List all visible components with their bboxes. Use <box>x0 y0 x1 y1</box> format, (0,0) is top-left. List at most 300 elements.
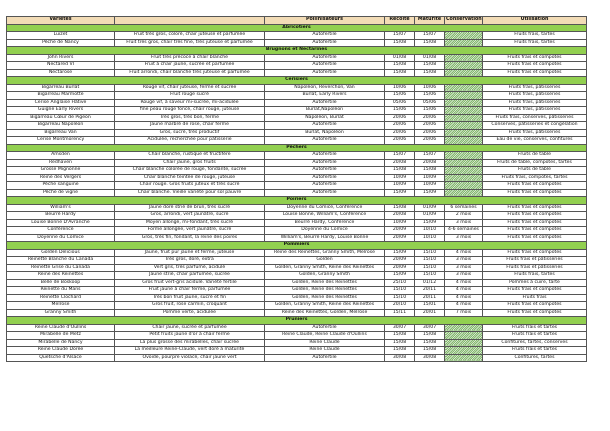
description-cell[interactable]: Chair jaune, sucrée et parfumée <box>115 324 265 332</box>
maturity-cell[interactable]: 30/07 <box>415 324 445 332</box>
harvest-cell[interactable]: 20/09 <box>385 234 415 242</box>
harvest-cell[interactable]: 20/09 <box>385 264 415 272</box>
variety-cell[interactable]: Nectared VI <box>7 62 115 70</box>
variety-cell[interactable]: Luizet <box>7 32 115 40</box>
conservation-cell[interactable] <box>445 189 483 197</box>
maturity-cell[interactable]: 10/06 <box>415 84 445 92</box>
table-row <box>7 324 587 332</box>
maturity-cell[interactable]: 15/06 <box>415 92 445 100</box>
conservation-cell[interactable] <box>445 174 483 182</box>
description-cell[interactable]: Jaune, fruit pur jaune et ferme, juteuse <box>115 249 265 257</box>
usage-cell[interactable]: Fruits frais et tartes <box>483 332 587 340</box>
usage-cell[interactable]: Fruits frais et compotes <box>483 62 587 70</box>
pollinator-cell[interactable]: Autofertile <box>265 324 385 332</box>
usage-cell[interactable]: Fruits frais et tartes <box>483 347 587 355</box>
description-cell[interactable]: Gros, très fin, fondant, la reine des poires <box>115 234 265 242</box>
usage-cell[interactable]: Fruits de table <box>483 167 587 175</box>
section-title[interactable]: Pêchers <box>7 144 587 152</box>
maturity-cell[interactable]: 20/06 <box>415 129 445 137</box>
description-cell[interactable]: Gros, arrondi, vert jaunâtre, sucré <box>115 212 265 220</box>
pollinator-cell[interactable]: Autofertile <box>265 32 385 40</box>
section-title[interactable]: Pruniers <box>7 317 587 325</box>
pollinator-cell[interactable]: Autofertile <box>265 167 385 175</box>
description-cell[interactable]: Très gros, doré, extra <box>115 257 265 265</box>
variety-cell[interactable]: Cerise Montmorency <box>7 137 115 145</box>
table-row <box>7 69 587 77</box>
description-cell[interactable]: Moyen allongé, mi-fondant, très sucré <box>115 219 265 227</box>
section-title[interactable]: Abricotiers <box>7 24 587 32</box>
usage-cell[interactable]: Pommes à cuire, tarte <box>483 279 587 287</box>
maturity-cell[interactable]: 15/08 <box>415 69 445 77</box>
variety-cell[interactable]: Melrose <box>7 302 115 310</box>
maturity-cell[interactable]: 20/01 <box>415 309 445 317</box>
conservation-cell[interactable] <box>445 182 483 190</box>
variety-cell[interactable]: Bigarreau Van <box>7 129 115 137</box>
table-row <box>7 129 587 137</box>
pollinator-cell[interactable]: Napoléon, Reverchon, Van <box>265 84 385 92</box>
conservation-cell[interactable] <box>445 332 483 340</box>
table-row <box>7 339 587 347</box>
conservation-cell[interactable] <box>445 107 483 115</box>
maturity-cell[interactable]: 15/08 <box>415 332 445 340</box>
conservation-cell[interactable] <box>445 99 483 107</box>
conservation-cell[interactable] <box>445 354 483 362</box>
conservation-cell[interactable] <box>445 122 483 130</box>
conservation-cell[interactable] <box>445 129 483 137</box>
harvest-cell[interactable]: 15/09 <box>385 189 415 197</box>
usage-cell[interactable]: Fruits frais et compotes <box>483 54 587 62</box>
maturity-cell[interactable]: 15/09 <box>415 219 445 227</box>
variety-cell[interactable]: Reine Claude Dorée <box>7 347 115 355</box>
variety-cell[interactable]: Quetsche d'Alsace <box>7 354 115 362</box>
variety-cell[interactable]: Nectarose <box>7 69 115 77</box>
conservation-cell[interactable]: 7 mois <box>445 309 483 317</box>
header-row <box>7 17 587 25</box>
harvest-cell[interactable]: 15/08 <box>385 339 415 347</box>
description-cell[interactable]: Très bon fruit jaune, sucré et fin <box>115 294 265 302</box>
usage-cell[interactable]: Fruits frais et compotes <box>483 309 587 317</box>
conservation-cell[interactable]: 3 mois <box>445 234 483 242</box>
description-cell[interactable]: Fruit à chair jaune, sucrée et parfumée <box>115 62 265 70</box>
section-header-row <box>7 197 587 205</box>
table-row <box>7 84 587 92</box>
variety-cell[interactable]: Reine Claude d'Oullins <box>7 324 115 332</box>
harvest-cell[interactable]: 15/08 <box>385 39 415 47</box>
variety-cell[interactable]: Reinette Blanche du Canada <box>7 257 115 265</box>
table-row <box>7 167 587 175</box>
usage-cell[interactable]: Conserves, pâtisseries et congélation <box>483 122 587 130</box>
harvest-cell[interactable]: 15/10 <box>385 287 415 295</box>
variety-cell[interactable]: Redhaven <box>7 159 115 167</box>
variety-cell[interactable]: Pêche de vigne <box>7 189 115 197</box>
pollinator-cell[interactable]: Burlat, Early Rivers <box>265 92 385 100</box>
maturity-cell[interactable]: 15/08 <box>415 347 445 355</box>
usage-cell[interactable]: Confitures, tartes <box>483 354 587 362</box>
harvest-cell[interactable]: 10/09 <box>385 174 415 182</box>
harvest-cell[interactable]: 01/08 <box>385 54 415 62</box>
maturity-cell[interactable]: 15/10 <box>415 264 445 272</box>
usage-cell[interactable]: Fruits frais et compotes <box>483 204 587 212</box>
section-title[interactable]: Pommiers <box>7 242 587 250</box>
pollinator-cell[interactable]: Reine Claude <box>265 339 385 347</box>
harvest-cell[interactable]: 20/10 <box>385 302 415 310</box>
pollinator-cell[interactable]: Golden <box>265 257 385 265</box>
pollinator-cell[interactable]: Doyenne du Comice, Conférence <box>265 204 385 212</box>
section-title[interactable]: Poiriers <box>7 197 587 205</box>
usage-cell[interactable]: Confitures, tartes, conserves <box>483 339 587 347</box>
maturity-cell[interactable]: 15/08 <box>415 339 445 347</box>
table-row <box>7 54 587 62</box>
varieties-table <box>6 16 587 362</box>
conservation-cell[interactable] <box>445 137 483 145</box>
conservation-cell[interactable] <box>445 62 483 70</box>
conservation-cell[interactable] <box>445 152 483 160</box>
maturity-cell[interactable]: 15/08 <box>415 167 445 175</box>
harvest-cell[interactable]: 10/06 <box>385 84 415 92</box>
variety-cell[interactable]: Grosse Mignonne <box>7 167 115 175</box>
description-cell[interactable]: Gros fruit, rose carmin, croquant <box>115 302 265 310</box>
section-title[interactable]: Brugnons et Nectarines <box>7 47 587 55</box>
description-cell[interactable]: Rouge vif, à saveur mi-sucrée, mi-acidulée <box>115 99 265 107</box>
usage-cell[interactable]: Eau de vie, conserves, confitures <box>483 137 587 145</box>
usage-cell[interactable]: Fruits frais et pâtisseries <box>483 257 587 265</box>
usage-cell[interactable]: Fruits frais et compotes <box>483 249 587 257</box>
pollinator-cell[interactable]: William's, Beurré Hardy, Louise Bonne <box>265 234 385 242</box>
usage-cell[interactable]: Fruits frais et compotes <box>483 212 587 220</box>
maturity-cell[interactable]: 10/09 <box>415 182 445 190</box>
pollinator-cell[interactable]: Reine Claude, Reine Claude d'Oullins <box>265 332 385 340</box>
harvest-cell[interactable]: 15/08 <box>385 62 415 70</box>
conservation-cell[interactable] <box>445 54 483 62</box>
variety-cell[interactable]: Pêche de Nancy <box>7 39 115 47</box>
usage-cell[interactable]: Fruits frais et compotes <box>483 189 587 197</box>
maturity-cell[interactable]: 01/12 <box>415 279 445 287</box>
conservation-cell[interactable]: 3 mois <box>445 219 483 227</box>
pollinator-cell[interactable]: Reine Claude <box>265 347 385 355</box>
header-maturite[interactable]: Maturité <box>415 17 445 25</box>
variety-cell[interactable]: Belle de Boskoop <box>7 279 115 287</box>
harvest-cell[interactable]: 10/09 <box>385 182 415 190</box>
maturity-cell[interactable]: 15/06 <box>415 107 445 115</box>
conservation-cell[interactable] <box>445 339 483 347</box>
variety-cell[interactable]: Reinette Clochard <box>7 294 115 302</box>
harvest-cell[interactable]: 10/09 <box>385 219 415 227</box>
maturity-cell[interactable]: 15/07 <box>415 32 445 40</box>
variety-cell[interactable]: Reinette Grise du Canada <box>7 264 115 272</box>
harvest-cell[interactable]: 15/11 <box>385 309 415 317</box>
harvest-cell[interactable]: 15/08 <box>385 347 415 355</box>
conservation-cell[interactable]: 4-6 semaines <box>445 227 483 235</box>
conservation-cell[interactable]: 3 mois <box>445 257 483 265</box>
pollinator-cell[interactable]: Burlat, Napoléon <box>265 129 385 137</box>
maturity-cell[interactable]: 20/06 <box>415 122 445 130</box>
harvest-cell[interactable]: 15/09 <box>385 249 415 257</box>
pollinator-cell[interactable]: Golden, Granny Smith, Reine des Reinettes <box>265 302 385 310</box>
conservation-cell[interactable]: 3 mois <box>445 272 483 280</box>
conservation-cell[interactable]: 6 semaines <box>445 204 483 212</box>
variety-cell[interactable]: Beurré Hardy <box>7 212 115 220</box>
maturity-cell[interactable]: 15/10 <box>415 249 445 257</box>
pollinator-cell[interactable]: Autofertile <box>265 99 385 107</box>
variety-cell[interactable]: Bigarreau Marmotte <box>7 92 115 100</box>
description-cell[interactable]: Pomme verte, acidulée <box>115 309 265 317</box>
usage-cell[interactable]: Fruits frais, pâtisseries <box>483 107 587 115</box>
harvest-cell[interactable]: 15/06 <box>385 107 415 115</box>
maturity-cell[interactable]: 20/06 <box>415 137 445 145</box>
variety-cell[interactable]: Reine des Reinettes <box>7 272 115 280</box>
pollinator-cell[interactable]: Autofertile <box>265 54 385 62</box>
description-cell[interactable]: Rouge vif, chair juteuse, ferme et sucrée <box>115 84 265 92</box>
conservation-cell[interactable]: 4 mois <box>445 302 483 310</box>
conservation-cell[interactable]: 4 mois <box>445 287 483 295</box>
variety-cell[interactable]: John Rivers <box>7 54 115 62</box>
description-cell[interactable]: Acidulée, recherchée pour pâtisserie <box>115 137 265 145</box>
pollinator-cell[interactable]: Autofertile <box>265 62 385 70</box>
maturity-cell[interactable]: 20/06 <box>415 114 445 122</box>
description-cell[interactable]: Chair blanche teintée de rouge, juteuse <box>115 174 265 182</box>
description-cell[interactable]: Forme allongée, vert jaunâtre, sucré <box>115 227 265 235</box>
usage-cell[interactable]: Fruits frais et pâtisseries <box>483 264 587 272</box>
description-cell[interactable]: Jaune doré strié de brun, très sucré <box>115 204 265 212</box>
conservation-cell[interactable] <box>445 347 483 355</box>
maturity-cell[interactable]: 10/09 <box>415 174 445 182</box>
usage-cell[interactable]: Fruits frais, tartes <box>483 272 587 280</box>
maturity-cell[interactable]: 05/06 <box>415 99 445 107</box>
usage-cell[interactable]: Fruits frais et compotes <box>483 182 587 190</box>
header-recolte[interactable]: Récolte <box>385 17 415 25</box>
usage-cell[interactable]: Fruits frais et compotes <box>483 302 587 310</box>
pollinator-cell[interactable]: Autofertile <box>265 189 385 197</box>
harvest-cell[interactable]: 20/06 <box>385 114 415 122</box>
description-cell[interactable]: Petit fruits jaune d'or à chair ferme <box>115 332 265 340</box>
variety-cell[interactable]: William's <box>7 204 115 212</box>
pollinator-cell[interactable]: Autofertile <box>265 122 385 130</box>
maturity-cell[interactable]: 15/10 <box>415 257 445 265</box>
variety-cell[interactable]: Reine des Vergers <box>7 174 115 182</box>
harvest-cell[interactable]: 15/07 <box>385 32 415 40</box>
variety-cell[interactable]: Bigarreau Burlat <box>7 84 115 92</box>
usage-cell[interactable]: Fruits frais <box>483 294 587 302</box>
pollinator-cell[interactable]: Golden, Reine des Reinettes <box>265 279 385 287</box>
harvest-cell[interactable]: 20/08 <box>385 159 415 167</box>
variety-cell[interactable]: Mirabelle de Nancy <box>7 339 115 347</box>
maturity-cell[interactable]: 20/08 <box>415 159 445 167</box>
maturity-cell[interactable]: 01/09 <box>415 212 445 220</box>
variety-cell[interactable]: Cerise Anglaise Hâtive <box>7 99 115 107</box>
maturity-cell[interactable]: 30/08 <box>415 354 445 362</box>
variety-cell[interactable]: Louise Bonne D'Avranche <box>7 219 115 227</box>
conservation-cell[interactable]: 4 mois <box>445 279 483 287</box>
variety-cell[interactable]: Mirabelle de Metz <box>7 332 115 340</box>
pollinator-cell[interactable]: Autofertile <box>265 39 385 47</box>
harvest-cell[interactable]: 20/06 <box>385 129 415 137</box>
pollinator-cell[interactable]: Napoléon, Burlat <box>265 114 385 122</box>
pollinator-cell[interactable]: Louise Bonne, William's, Conférence <box>265 212 385 220</box>
conservation-cell[interactable]: 4 mois <box>445 249 483 257</box>
maturity-cell[interactable]: 20/11 <box>415 294 445 302</box>
pollinator-cell[interactable]: Golden, Reine des Reinettes <box>265 287 385 295</box>
description-cell[interactable]: Jaune strié, chair parfumée, sucrée <box>115 272 265 280</box>
usage-cell[interactable]: Fruits frais, pâtisseries <box>483 99 587 107</box>
harvest-cell[interactable]: 20/06 <box>385 137 415 145</box>
pollinator-cell[interactable]: Golden, Granny Smith <box>265 272 385 280</box>
table-row <box>7 92 587 100</box>
header-variete[interactable]: Variétés <box>7 17 115 25</box>
description-cell[interactable]: Chair rouge. Gros fruits juteux et très sucré <box>115 182 265 190</box>
usage-cell[interactable]: Fruits frais et compotes <box>483 219 587 227</box>
conservation-cell[interactable]: 2 mois <box>445 212 483 220</box>
header-description[interactable] <box>115 17 265 25</box>
harvest-cell[interactable]: 20/09 <box>385 227 415 235</box>
harvest-cell[interactable]: 25/10 <box>385 279 415 287</box>
usage-cell[interactable]: Fruits frais, conserves, pâtisseries <box>483 114 587 122</box>
maturity-cell[interactable]: 15/08 <box>415 39 445 47</box>
pollinator-cell[interactable]: Autofertile <box>265 354 385 362</box>
pollinator-cell[interactable]: Reine des Reinettes, Granny Smith, Melrose <box>265 249 385 257</box>
maturity-cell[interactable]: 15/08 <box>415 62 445 70</box>
pollinator-cell[interactable]: Reine des Reinettes, Golden, Melrose <box>265 309 385 317</box>
usage-cell[interactable]: Fruits frais, pâtisseries <box>483 84 587 92</box>
maturity-cell[interactable]: 15/09 <box>415 189 445 197</box>
pollinator-cell[interactable]: Autofertile <box>265 152 385 160</box>
usage-cell[interactable]: Fruits frais et tartes <box>483 324 587 332</box>
description-cell[interactable]: Chair blanche colorée de rouge, fondante, sucrée <box>115 167 265 175</box>
harvest-cell[interactable]: 05/06 <box>385 99 415 107</box>
harvest-cell[interactable]: 15/08 <box>385 69 415 77</box>
table-row <box>7 159 587 167</box>
variety-cell[interactable]: Granny Smith <box>7 309 115 317</box>
harvest-cell[interactable]: 30/08 <box>385 354 415 362</box>
table-row <box>7 249 587 257</box>
description-cell[interactable]: Chair jaune, gros fruits <box>115 159 265 167</box>
variety-cell[interactable]: Bigarreau Napoléon <box>7 122 115 130</box>
variety-cell[interactable]: Doyenne du Comice <box>7 234 115 242</box>
usage-cell[interactable]: Fruits frais, compotes, tartes <box>483 174 587 182</box>
usage-cell[interactable]: Fruits frais, tartes <box>483 32 587 40</box>
conservation-cell[interactable] <box>445 39 483 47</box>
usage-cell[interactable]: Fruits frais et compotes <box>483 227 587 235</box>
description-cell[interactable]: Fruit rouge sucré <box>115 92 265 100</box>
maturity-cell[interactable]: 10/10 <box>415 234 445 242</box>
description-cell[interactable]: Fruit très gros, coloré, chair juteuse et parfumée <box>115 32 265 40</box>
harvest-cell[interactable]: 15/06 <box>385 92 415 100</box>
table-row <box>7 272 587 280</box>
description-cell[interactable]: Gros fruit vert-gris acidulé. Variété fertile <box>115 279 265 287</box>
table-row <box>7 212 587 220</box>
usage-cell[interactable]: Fruits frais et compotes <box>483 287 587 295</box>
variety-cell[interactable]: Guigne Early Rivers <box>7 107 115 115</box>
table-row <box>7 287 587 295</box>
harvest-cell[interactable]: 15/10 <box>385 294 415 302</box>
conservation-cell[interactable] <box>445 159 483 167</box>
maturity-cell[interactable]: 01/09 <box>415 204 445 212</box>
harvest-cell[interactable]: 20/08 <box>385 212 415 220</box>
pollinator-cell[interactable]: Autofertile <box>265 182 385 190</box>
description-cell[interactable]: Ovoïde, pourpre violacé, chair jaune vert <box>115 354 265 362</box>
description-cell[interactable]: fine peau rouge foncé, chair rouge, juteuse <box>115 107 265 115</box>
maturity-cell[interactable]: 15/10 <box>415 272 445 280</box>
maturity-cell[interactable]: 15/01 <box>415 302 445 310</box>
conservation-cell[interactable] <box>445 32 483 40</box>
usage-cell[interactable]: Fruits frais, tartes <box>483 39 587 47</box>
header-pollinisateurs[interactable]: Pollinisateurs <box>265 17 385 25</box>
description-cell[interactable]: La meilleure Reine-Claude, vert doré à maturité <box>115 347 265 355</box>
description-cell[interactable]: Fruit jaune à chair ferme, parfumée <box>115 287 265 295</box>
harvest-cell[interactable]: 15/07 <box>385 152 415 160</box>
description-cell[interactable]: Chair blanche. Vieille variété pour sol pauvre <box>115 189 265 197</box>
usage-cell[interactable]: Fruits frais, pâtisseries <box>483 92 587 100</box>
harvest-cell[interactable]: 15/08 <box>385 204 415 212</box>
pollinator-cell[interactable]: Doyenne du Comice <box>265 227 385 235</box>
section-header-row <box>7 24 587 32</box>
variety-cell[interactable]: Conférence <box>7 227 115 235</box>
header-conservation[interactable]: Conservation <box>446 17 482 22</box>
maturity-cell[interactable]: 10/10 <box>415 227 445 235</box>
pollinator-cell[interactable]: Beurré Hardy, Conférence <box>265 219 385 227</box>
pollinator-cell[interactable]: Autofertile <box>265 174 385 182</box>
conservation-cell[interactable]: 3 mois <box>445 264 483 272</box>
pollinator-cell[interactable]: Golden, Reine des Reinettes <box>265 294 385 302</box>
harvest-cell[interactable]: 15/08 <box>385 167 415 175</box>
variety-cell[interactable]: Golden Delicious <box>7 249 115 257</box>
pollinator-cell[interactable]: Burlat,Napoléon <box>265 107 385 115</box>
conservation-cell[interactable] <box>445 92 483 100</box>
usage-cell[interactable]: Fruits frais et compotes <box>483 234 587 242</box>
description-cell[interactable]: Jaune marbré de rose, chair ferme <box>115 122 265 130</box>
section-title[interactable]: Cerisiers <box>7 77 587 85</box>
usage-cell[interactable]: Fruits de table, compotes, tartes <box>483 159 587 167</box>
harvest-cell[interactable]: 15/09 <box>385 272 415 280</box>
harvest-cell[interactable]: 15/08 <box>385 332 415 340</box>
variety-cell[interactable]: Pêche sanguine <box>7 182 115 190</box>
header-utilisation[interactable]: Utilisation <box>483 17 587 25</box>
pollinator-cell[interactable]: Golden, Granny Smith, Reine des Reinettes <box>265 264 385 272</box>
section-header-row <box>7 77 587 85</box>
description-cell[interactable]: Fruit très précoce à chair blanche <box>115 54 265 62</box>
pollinator-cell[interactable]: Autofertile <box>265 69 385 77</box>
usage-cell[interactable]: Fruits frais, pâtisseries <box>483 129 587 137</box>
pollinator-cell[interactable]: Autofertile <box>265 137 385 145</box>
usage-cell[interactable]: Fruits frais et compotes <box>483 69 587 77</box>
conservation-cell[interactable] <box>445 167 483 175</box>
description-cell[interactable]: La plus grosse des mirabelles, chair sucrée <box>115 339 265 347</box>
pollinator-cell[interactable]: Autofertile <box>265 159 385 167</box>
description-cell[interactable]: Vert gris, très parfumé, acidulé <box>115 264 265 272</box>
usage-cell[interactable]: Fruits de table <box>483 152 587 160</box>
maturity-cell[interactable]: 15/07 <box>415 152 445 160</box>
conservation-cell[interactable] <box>445 114 483 122</box>
conservation-cell[interactable] <box>445 324 483 332</box>
conservation-cell[interactable]: 4 mois <box>445 294 483 302</box>
conservation-cell[interactable] <box>445 84 483 92</box>
description-cell[interactable]: Fruit arrondi, chair blanche très juteuse et parfumée <box>115 69 265 77</box>
harvest-cell[interactable]: 30/07 <box>385 324 415 332</box>
description-cell[interactable]: Très gros, très bon, ferme <box>115 114 265 122</box>
description-cell[interactable]: Chair blanche, rustique et fructifère <box>115 152 265 160</box>
maturity-cell[interactable]: 01/08 <box>415 54 445 62</box>
description-cell[interactable]: Gros, sucré, très productif <box>115 129 265 137</box>
variety-cell[interactable]: Amsden <box>7 152 115 160</box>
conservation-cell[interactable] <box>445 69 483 77</box>
table-row <box>7 122 587 130</box>
harvest-cell[interactable]: 20/09 <box>385 257 415 265</box>
harvest-cell[interactable]: 20/06 <box>385 122 415 130</box>
maturity-cell[interactable]: 20/11 <box>415 287 445 295</box>
variety-cell[interactable]: Bigarreau Cœur de Pigeon <box>7 114 115 122</box>
variety-cell[interactable]: Reinette du Mans <box>7 287 115 295</box>
description-cell[interactable]: Fruit très gros, chair très fine, très juteuse et parfumée <box>115 39 265 47</box>
table-row <box>7 332 587 340</box>
